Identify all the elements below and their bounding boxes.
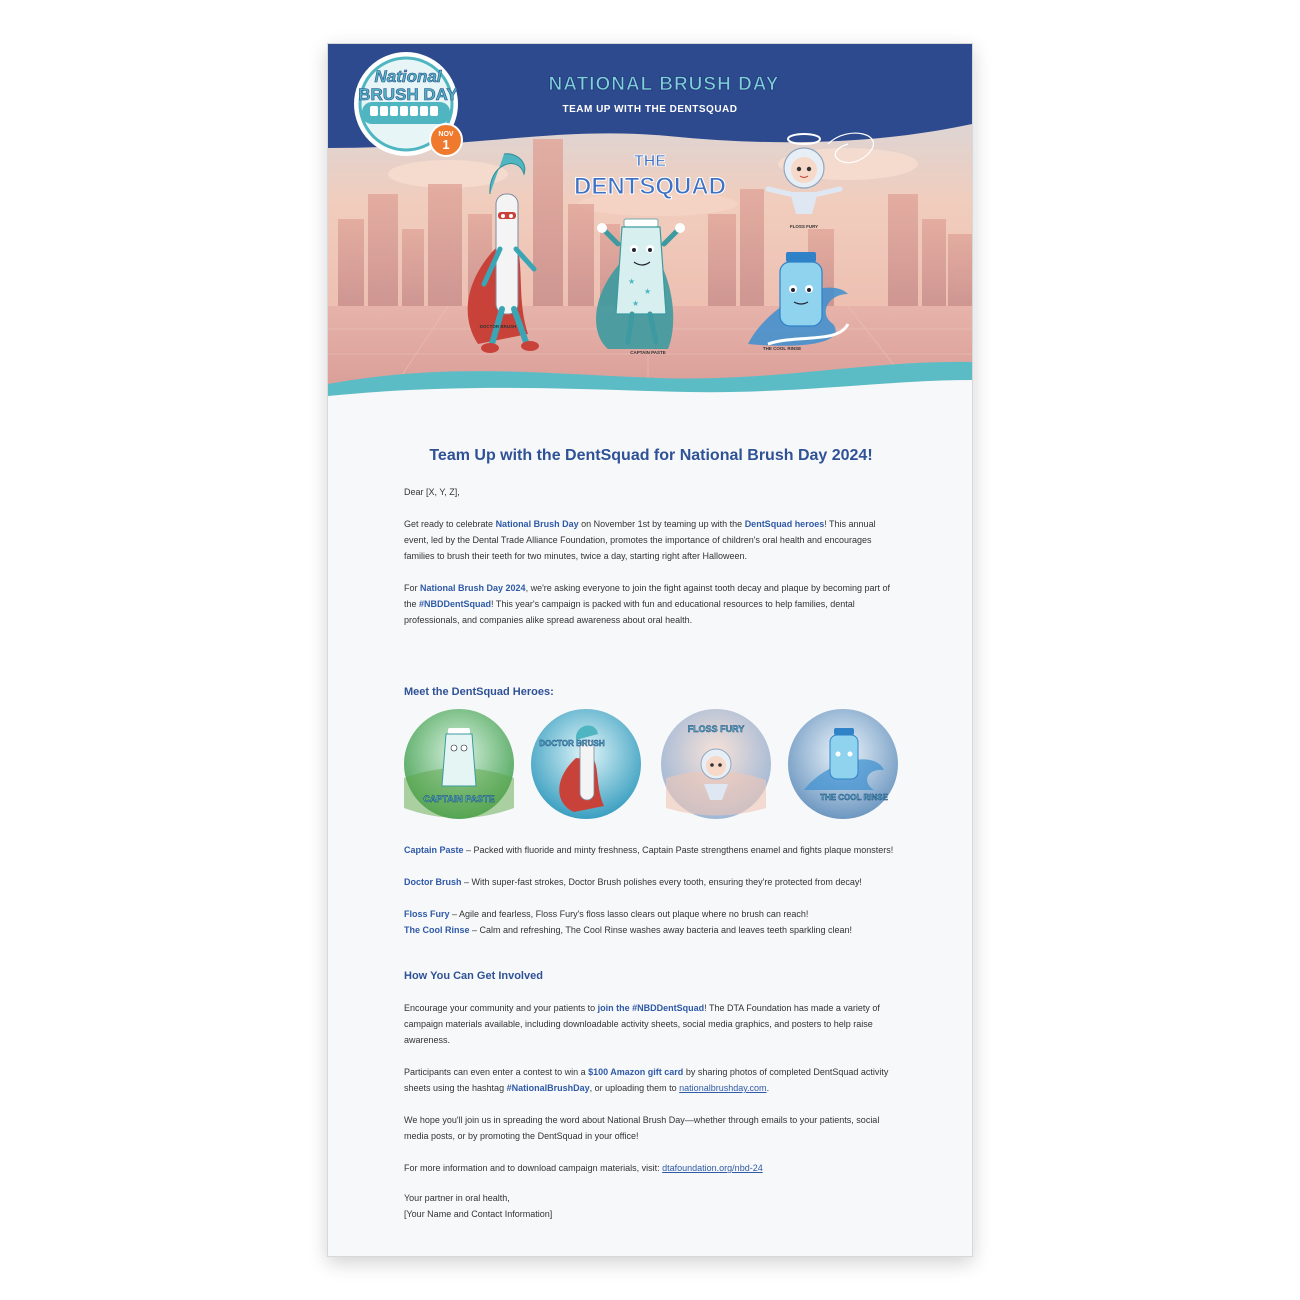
greeting: Dear [X, Y, Z], [404, 487, 460, 497]
contest-text-3: , or uploading them to [589, 1083, 680, 1093]
contest-text-1: Participants can even enter a contest to win a [404, 1067, 589, 1077]
banner-illustration [328, 44, 972, 396]
hero-badges [404, 708, 898, 820]
hero-desc-captain-paste [404, 842, 898, 858]
intro-highlight-2: DentSquad heroes [744, 519, 825, 529]
involved-heading: How You Can Get Involved [404, 970, 543, 982]
intro-paragraph [404, 516, 898, 564]
contest-text-4: . [766, 1083, 770, 1093]
banner-title: NATIONAL BRUSH DAY [548, 74, 780, 95]
signoff-line-2: [Your Name and Contact Information] [404, 1209, 553, 1219]
svg-text:★: ★ [628, 277, 636, 286]
dentsquad-title-line2: DENTSQUAD [573, 173, 727, 200]
svg-text:CAPTAIN PASTE: CAPTAIN PASTE [630, 350, 666, 355]
cool-rinse-badge [788, 709, 898, 819]
svg-text:★: ★ [644, 287, 652, 296]
contest-highlight-2: #NationalBrushDay [506, 1083, 590, 1093]
email-document [327, 43, 973, 1257]
svg-text:DOCTOR BRUSH: DOCTOR BRUSH [479, 324, 517, 329]
intro-text-3: ! This annual event, led by the Dental Trade Alliance Foundation, promotes the importance of children's oral health and encourages families to brush their teeth for two minutes, twice a day, starting right after Halloween. [404, 519, 876, 561]
captain-paste-badge [404, 709, 514, 819]
hero-name: Captain Paste [404, 845, 464, 855]
dtafoundation-link[interactable]: dtafoundation.org/nbd-24 [662, 1163, 763, 1173]
hope-paragraph: We hope you'll join us in spreading the word about National Brush Day—whether through emails to your patients, social media posts, or by promoting the DentSquad in your office! [404, 1115, 880, 1141]
svg-text:THE COOL RINSE: THE COOL RINSE [762, 346, 802, 351]
encourage-paragraph [404, 1000, 898, 1048]
more-info-paragraph [404, 1160, 898, 1176]
hero-text: – Agile and fearless, Floss Fury's floss lasso clears out plaque where no brush can reach! [449, 909, 809, 919]
svg-text:FLOSS FURY: FLOSS FURY [789, 224, 819, 229]
hero-desc-cool-rinse [404, 922, 898, 938]
hero-banner [328, 44, 972, 396]
email-headline: Team Up with the DentSquad for National Brush Day 2024! [429, 447, 873, 464]
svg-text:1: 1 [442, 137, 450, 152]
svg-text:THE COOL RINSE: THE COOL RINSE [820, 793, 888, 802]
more-info-text: For more information and to download campaign materials, visit: [404, 1163, 663, 1173]
encourage-text-1: Encourage your community and your patients to [404, 1003, 598, 1013]
hero-text: – Calm and refreshing, The Cool Rinse washes away bacteria and leaves teeth sparkling clean! [469, 925, 853, 935]
hero-desc-floss-fury [404, 906, 898, 922]
intro-text-1: Get ready to celebrate [404, 519, 496, 529]
svg-text:National: National [374, 67, 442, 86]
svg-text:★: ★ [632, 299, 640, 308]
hero-text: – With super-fast strokes, Doctor Brush polishes every tooth, ensuring they're protected from decay! [461, 877, 862, 887]
contest-paragraph [404, 1064, 898, 1096]
hero-badges-row [404, 708, 898, 820]
banner-subtitle: TEAM UP WITH THE DENTSQUAD [562, 104, 738, 115]
campaign-text-3: ! This year's campaign is packed with fun and educational resources to help families, dental professionals, and companies alike spread awareness about oral health. [404, 599, 855, 625]
svg-text:NOV: NOV [438, 131, 454, 138]
campaign-highlight-2: #NBDDentSquad [419, 599, 492, 609]
intro-highlight-1: National Brush Day [495, 519, 579, 529]
svg-text:DOCTOR BRUSH: DOCTOR BRUSH [539, 739, 605, 748]
doctor-brush-badge [531, 709, 641, 819]
svg-text:FLOSS FURY: FLOSS FURY [687, 724, 745, 734]
nationalbrushday-link[interactable]: nationalbrushday.com [679, 1083, 767, 1093]
contest-text-2: by sharing photos of completed DentSquad activity sheets using the hashtag [404, 1067, 889, 1093]
campaign-paragraph [404, 580, 898, 628]
floss-fury-badge [661, 709, 771, 819]
campaign-text-2: , we're asking everyone to join the fight against tooth decay and plaque by becoming part of the [404, 583, 891, 609]
hero-text: – Packed with fluoride and minty freshness, Captain Paste strengthens enamel and fights plaque monsters! [463, 845, 894, 855]
hero-name: The Cool Rinse [404, 925, 470, 935]
hero-name: Floss Fury [404, 909, 450, 919]
svg-text:BRUSH DAY: BRUSH DAY [358, 85, 458, 104]
svg-text:CAPTAIN PASTE: CAPTAIN PASTE [423, 794, 495, 804]
hero-desc-doctor-brush [404, 874, 898, 890]
intro-text-2: on November 1st by teaming up with the [578, 519, 745, 529]
campaign-text-1: For [404, 583, 421, 593]
encourage-text-2: ! The DTA Foundation has made a variety of campaign materials available, including downloadable activity sheets, social media graphics, and posters to help raise awareness. [404, 1003, 880, 1045]
campaign-highlight-1: National Brush Day 2024 [420, 583, 526, 593]
join-squad-link[interactable]: join the #NBDDentSquad [597, 1003, 705, 1013]
dentsquad-title-line1: THE [634, 153, 666, 170]
heroes-heading: Meet the DentSquad Heroes: [404, 686, 554, 698]
hero-name: Doctor Brush [404, 877, 462, 887]
contest-highlight-1: $100 Amazon gift card [588, 1067, 684, 1077]
signoff-line-1: Your partner in oral health, [404, 1193, 510, 1203]
